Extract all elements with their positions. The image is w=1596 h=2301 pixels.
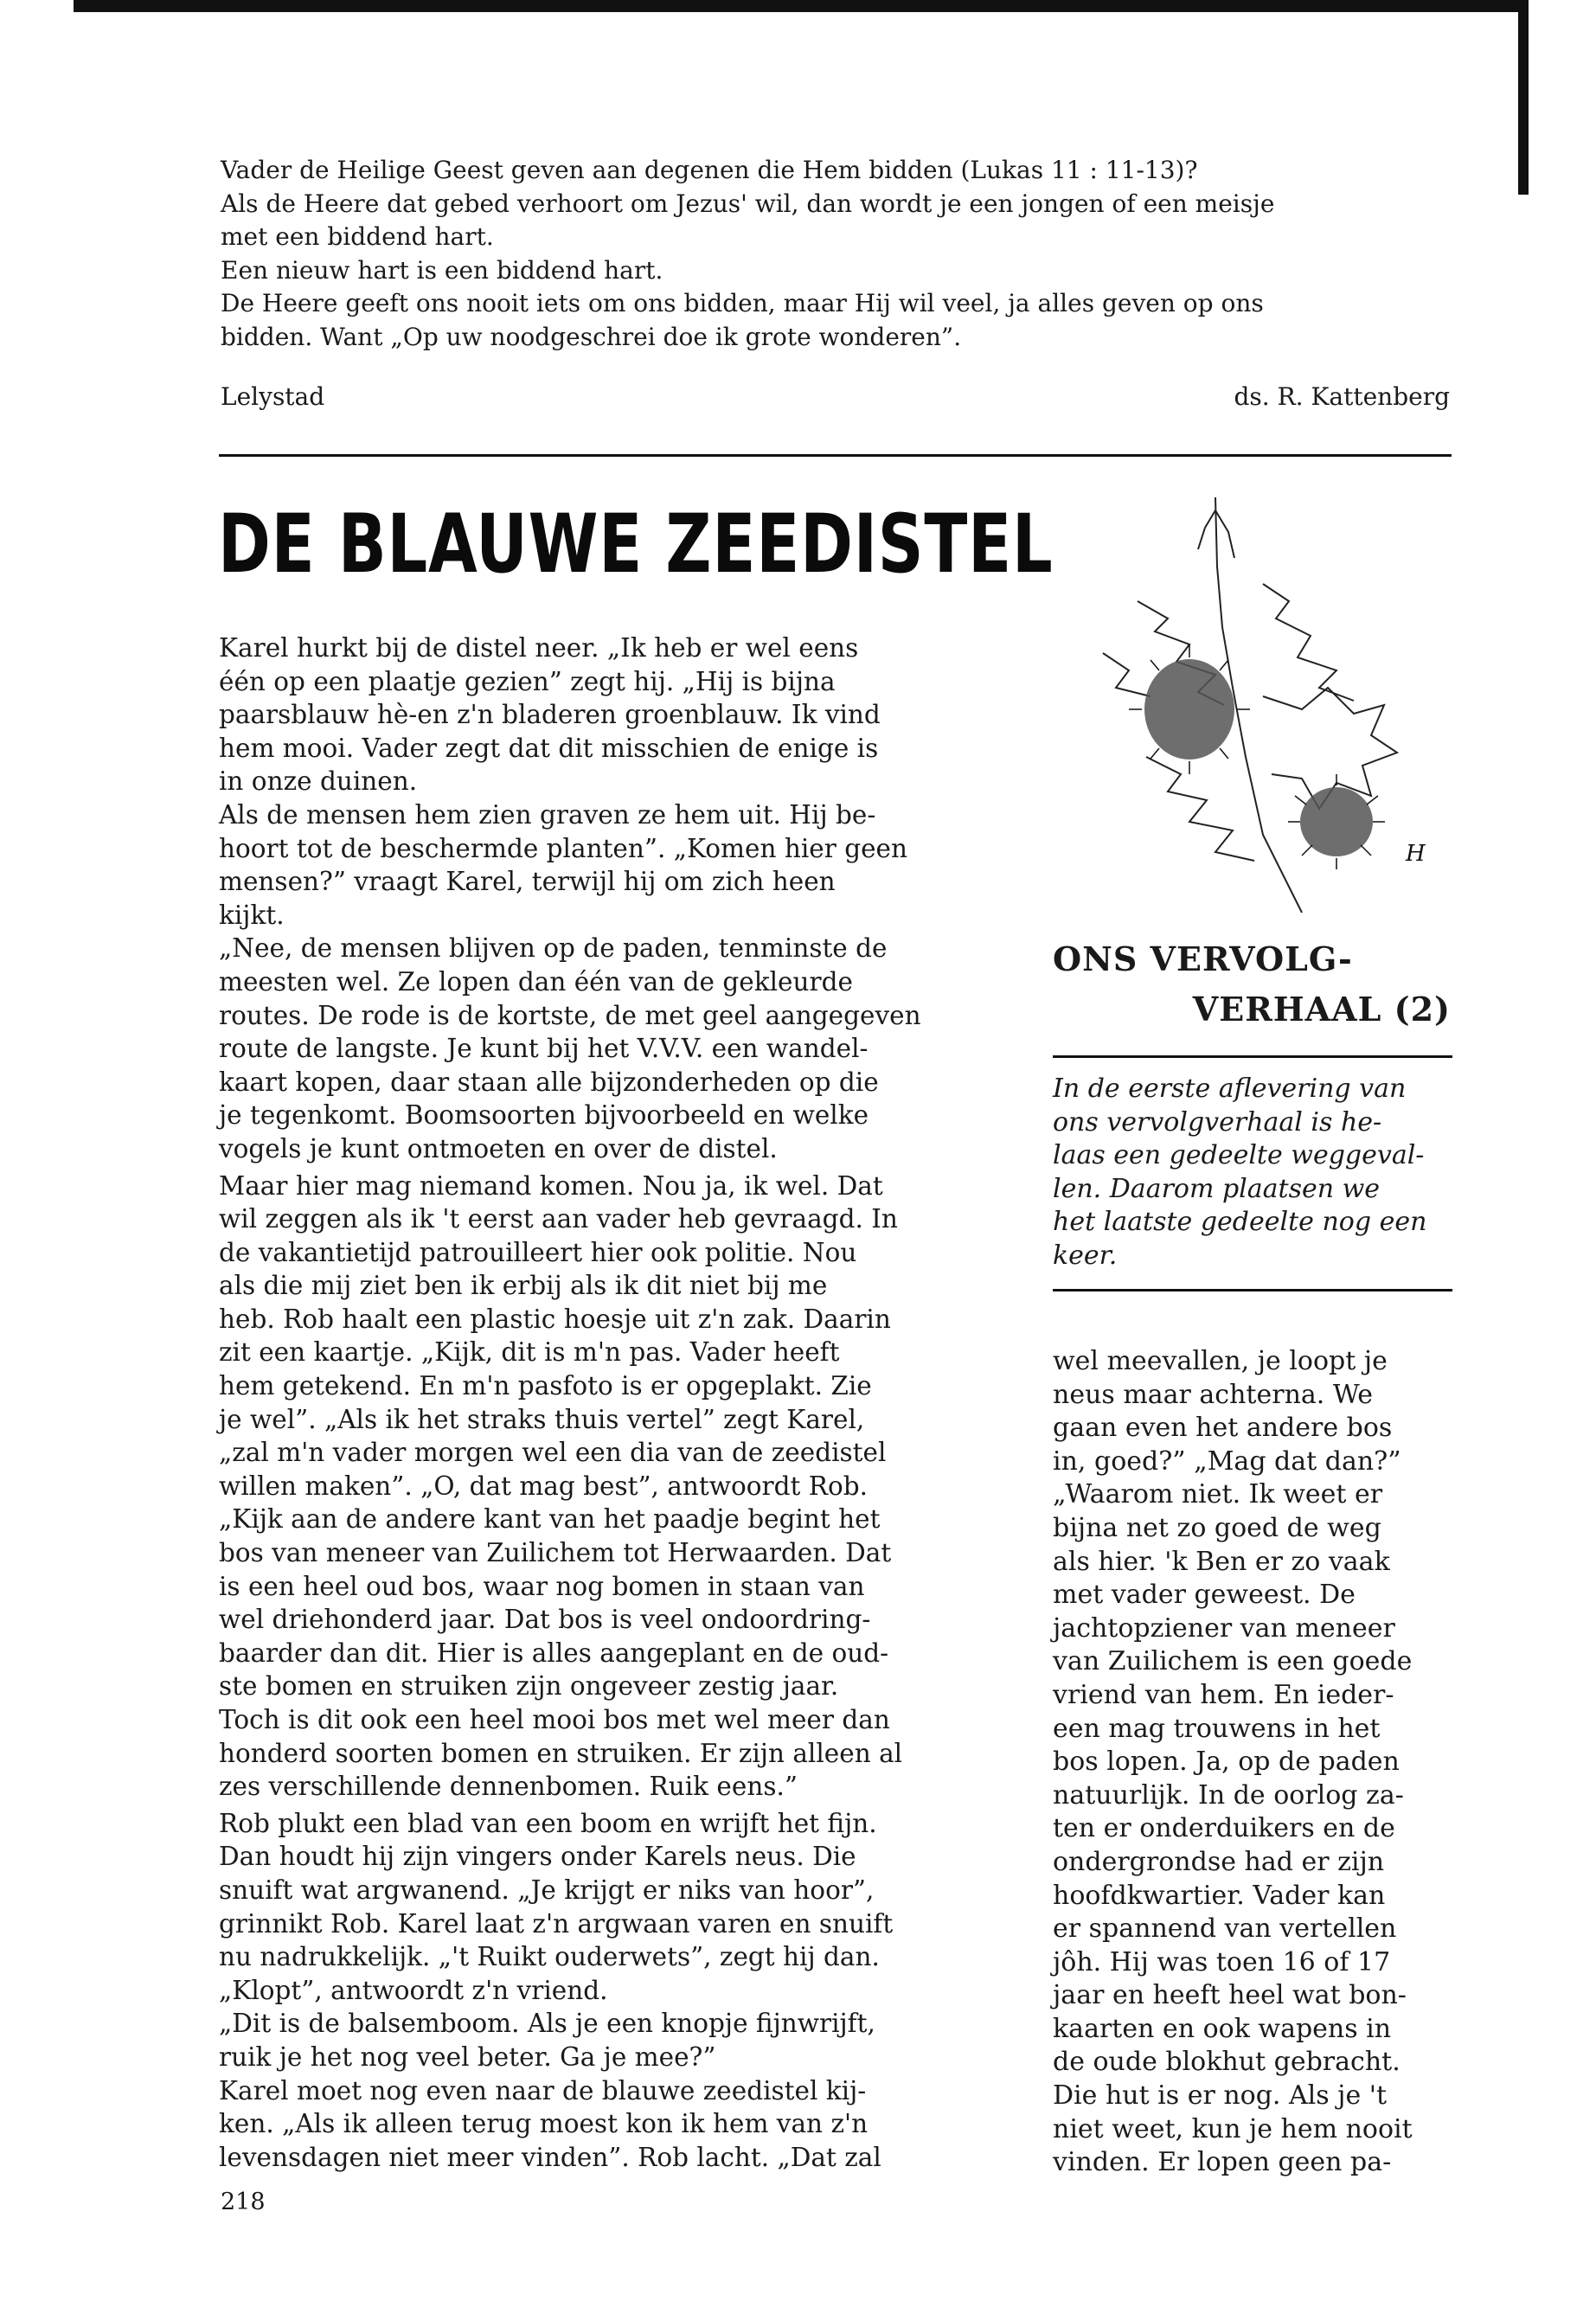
illustration-leaf xyxy=(1103,653,1151,696)
article-line: je wel”. „Als ik het straks thuis vertel” zegt Karel, xyxy=(219,1404,865,1434)
continuation-line: ondergrondse had er zijn xyxy=(1053,1846,1385,1877)
illustration-signature: H xyxy=(1406,841,1426,867)
section-divider xyxy=(219,454,1452,457)
article-line: Rob plukt een blad van een boom en wrijft het fijn. xyxy=(219,1808,877,1838)
article-line: „Nee, de mensen blijven op de paden, tenminste de xyxy=(219,933,888,964)
intro-place: Lelystad xyxy=(221,382,325,411)
continuation-line: de oude blokhut gebracht. xyxy=(1053,2047,1401,2078)
article-headline: DE BLAUWE ZEEDISTEL xyxy=(218,497,1054,592)
intro-section xyxy=(221,154,1449,354)
article-line: hoort tot de beschermde planten”. „Komen hier geen xyxy=(219,833,907,863)
article-line: Karel moet nog even naar de blauwe zeedistel kij- xyxy=(219,2075,867,2106)
serial-title-line: ONS VERVOLG- xyxy=(1053,939,1353,978)
intro-line: Vader de Heilige Geest geven aan degenen die Hem bidden (Lukas 11 : 11-13)? xyxy=(221,156,1198,184)
continuation-line: jachtopziener van meneer xyxy=(1053,1612,1395,1644)
article-line: kijkt. xyxy=(219,900,285,930)
note-line: len. Daarom plaatsen we xyxy=(1053,1173,1381,1204)
article-line: bos van meneer van Zuilichem tot Herwaarden. Dat xyxy=(219,1538,892,1568)
note-divider-top xyxy=(1053,1055,1452,1058)
intro-line: Een nieuw hart is een biddend hart. xyxy=(221,255,663,285)
article-line: grinnikt Rob. Karel laat z'n argwaan varen en snuift xyxy=(219,1908,894,1939)
article-line: hem mooi. Vader zegt dat dit misschien de enige is xyxy=(219,733,879,763)
article-line: Karel hurkt bij de distel neer. „Ik heb er wel eens xyxy=(219,633,859,663)
article-line: in onze duinen. xyxy=(219,766,418,797)
note-line: het laatste gedeelte nog een xyxy=(1053,1207,1427,1237)
article-line: Toch is dit ook een heel mooi bos met wel meer dan xyxy=(219,1705,890,1734)
continuation-line: bijna net zo goed de weg xyxy=(1053,1512,1381,1543)
serial-title xyxy=(1053,934,1451,1035)
article-line: zit een kaartje. „Kijk, dit is m'n pas. Vader heeft xyxy=(219,1337,840,1368)
continuation-line: neus maar achterna. We xyxy=(1053,1379,1374,1410)
continuation-line: wel meevallen, je loopt je xyxy=(1053,1346,1388,1376)
article-line: één op een plaatje gezien” zegt hij. „Hij is bijna xyxy=(219,666,836,696)
article-line: Maar hier mag niemand komen. Nou ja, ik wel. Dat xyxy=(219,1170,883,1201)
editorial-note xyxy=(1053,1073,1452,1272)
article-line: levensdagen niet meer vinden”. Rob lacht. „Dat zal xyxy=(219,2142,881,2172)
note-line: In de eerste aflevering van xyxy=(1053,1074,1407,1104)
article-line: ruik je het nog veel beter. Ga je mee?” xyxy=(219,2041,716,2072)
article-continuation xyxy=(1053,1345,1451,2180)
intro-line: bidden. Want „Op uw noodgeschrei doe ik grote wonderen”. xyxy=(221,322,962,351)
article-line: Als de mensen hem zien graven ze hem uit. Hij be- xyxy=(219,799,876,830)
article-line: „Kijk aan de andere kant van het paadje begint het xyxy=(219,1504,881,1535)
page-number: 218 xyxy=(221,2189,266,2215)
article-line: snuift wat argwanend. „Je krijgt er niks van hoor”, xyxy=(219,1875,875,1905)
continuation-line: Die hut is er nog. Als je 't xyxy=(1053,2080,1388,2112)
article-line: meesten wel. Ze lopen dan één van de gekleurde xyxy=(219,966,853,997)
note-divider-bottom xyxy=(1053,1289,1452,1292)
illustration-flowerhead xyxy=(1144,659,1234,760)
illustration-spine xyxy=(1198,510,1215,549)
article-line: „Dit is de balsemboom. Als je een knopje fijnwrijft, xyxy=(219,2009,875,2039)
article-line: „Klopt”, antwoordt z'n vriend. xyxy=(219,1975,608,2005)
article-line: heb. Rob haalt een plastic hoesje uit z'n zak. Daarin xyxy=(219,1304,891,1334)
note-line: laas een gedeelte weggeval- xyxy=(1053,1140,1425,1170)
right-border xyxy=(1518,0,1529,195)
article-line: ken. „Als ik alleen terug moest kon ik hem van z'n xyxy=(219,2109,869,2139)
illustration-leaf xyxy=(1263,584,1354,701)
continuation-line: jôh. Hij was toen 16 of 17 xyxy=(1053,1946,1391,1977)
continuation-line: er spannend van vertellen xyxy=(1053,1913,1397,1945)
article-line: route de langste. Je kunt bij het V.V.V. een wandel- xyxy=(219,1034,869,1064)
article-line: honderd soorten bomen en struiken. Er zijn alleen al xyxy=(219,1738,903,1768)
continuation-line: jaar en heeft heel wat bon- xyxy=(1053,1980,1407,2011)
continuation-line: een mag trouwens in het xyxy=(1053,1713,1381,1744)
continuation-line: met vader geweest. De xyxy=(1053,1580,1356,1611)
article-line: „zal m'n vader morgen wel een dia van de zeedistel xyxy=(219,1438,887,1468)
note-line: keer. xyxy=(1053,1240,1118,1271)
article-line: vogels je kunt ontmoeten en over de distel. xyxy=(219,1133,778,1163)
serial-title-line: VERHAAL (2) xyxy=(1192,990,1451,1029)
continuation-line: niet weet, kun je hem nooit xyxy=(1053,2113,1413,2144)
continuation-line: vriend van hem. En ieder- xyxy=(1053,1679,1394,1710)
continuation-line: in, goed?” „Mag dat dan?” xyxy=(1053,1445,1401,1477)
continuation-line: hoofdkwartier. Vader kan xyxy=(1053,1880,1386,1911)
sea-holly-illustration xyxy=(1086,497,1440,926)
article-line: ste bomen en struiken zijn ongeveer zestig jaar. xyxy=(219,1671,839,1702)
article-line: kaart kopen, daar staan alle bijzonderheden op die xyxy=(219,1067,879,1097)
intro-author: ds. R. Kattenberg xyxy=(1234,382,1450,411)
article-line: als die mij ziet ben ik erbij als ik dit niet bij me xyxy=(219,1271,828,1301)
continuation-line: als hier. 'k Ben er zo vaak xyxy=(1053,1546,1390,1577)
article-line: wel driehonderd jaar. Dat bos is veel ondoordring- xyxy=(219,1605,871,1635)
continuation-line: natuurlijk. In de oorlog za- xyxy=(1053,1779,1404,1811)
note-line: ons vervolgverhaal is he- xyxy=(1053,1106,1382,1138)
article-line: is een heel oud bos, waar nog bomen in staan van xyxy=(219,1571,865,1601)
continuation-line: vinden. Er lopen geen pa- xyxy=(1053,2147,1392,2178)
article-line: wil zeggen als ik 't eerst aan vader heb gevraagd. In xyxy=(219,1204,898,1234)
continuation-line: ten er onderduikers en de xyxy=(1053,1813,1395,1844)
illustration-leaf xyxy=(1146,757,1254,861)
article-line: je tegenkomt. Boomsoorten bijvoorbeeld en welke xyxy=(219,1100,869,1131)
intro-line: De Heere geeft ons nooit iets om ons bidden, maar Hij wil veel, ja alles geven op ons xyxy=(221,289,1264,317)
intro-line: met een biddend hart. xyxy=(221,222,494,251)
article-line: de vakantietijd patrouilleert hier ook politie. Nou xyxy=(219,1237,857,1267)
article-line: paarsblauw hè‑en z'n bladeren groenblauw. Ik vind xyxy=(219,700,881,730)
article-line: routes. De rode is de kortste, de met geel aangegeven xyxy=(219,1000,921,1030)
continuation-line: van Zuilichem is een goede xyxy=(1053,1646,1413,1677)
article-line: zes verschillende dennenbomen. Ruik eens.” xyxy=(219,1772,798,1802)
article-line: mensen?” vraagt Karel, terwijl hij om zich heen xyxy=(219,867,836,897)
continuation-line: „Waarom niet. Ik weet er xyxy=(1053,1479,1383,1510)
article-body xyxy=(219,631,971,2174)
continuation-line: bos lopen. Ja, op de paden xyxy=(1053,1747,1400,1778)
article-line: nu nadrukkelijk. „'t Ruikt ouderwets”, zegt hij dan. xyxy=(219,1942,880,1972)
intro-line: Als de Heere dat gebed verhoort om Jezus' wil, dan wordt je een jongen of een meisje xyxy=(221,189,1275,218)
continuation-line: gaan even het andere bos xyxy=(1053,1413,1393,1444)
continuation-line: kaarten en ook wapens in xyxy=(1053,2013,1392,2044)
article-line: baarder dan dit. Hier is alles aangeplant en de oud- xyxy=(219,1638,889,1668)
article-line: Dan houdt hij zijn vingers onder Karels neus. Die xyxy=(219,1842,856,1872)
illustration-spine xyxy=(1215,510,1234,558)
top-border xyxy=(74,0,1529,12)
article-line: willen maken”. „O, dat mag best”, antwoordt Rob. xyxy=(219,1471,868,1501)
article-line: hem getekend. En m'n pasfoto is er opgeplakt. Zie xyxy=(219,1371,872,1401)
